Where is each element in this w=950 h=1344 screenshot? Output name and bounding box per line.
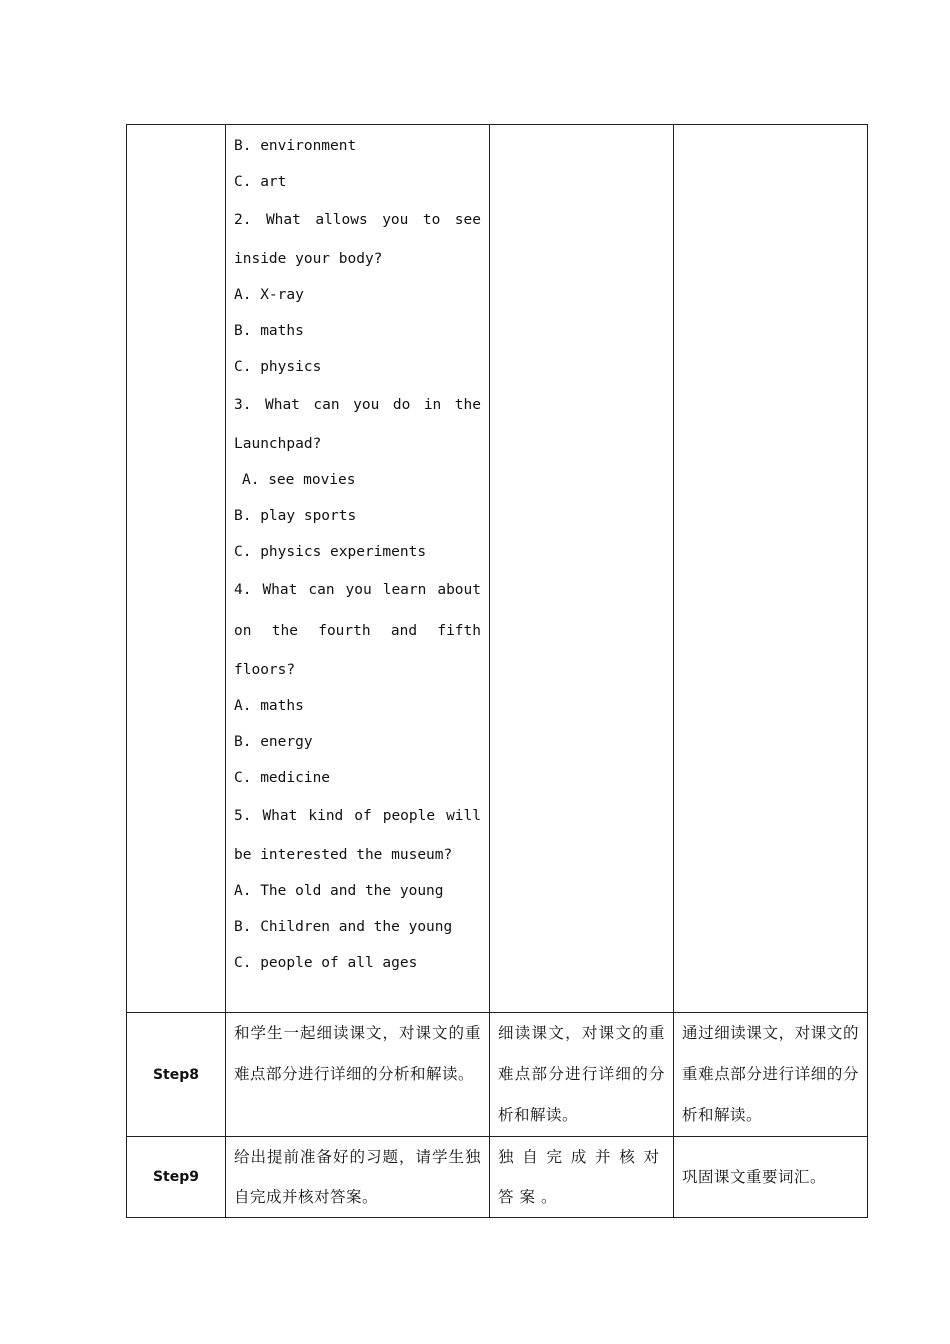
quiz-line: B. energy [234,734,313,750]
step9-row [127,1137,868,1218]
quiz-line: floors? [234,662,296,678]
quiz-line: B. play sports [234,508,357,524]
quiz-line: 5. What kind of people will [234,808,481,824]
step8-label: Step8 [127,1013,226,1137]
lesson-plan-table [126,124,868,1218]
step9-teacher-activity: 给出提前准备好的习题，请学生独自完成并核对答案。 [226,1137,490,1218]
quiz-line: A. The old and the young [234,883,444,899]
quiz-questions-cell [226,125,490,1013]
quiz-row [127,125,868,1013]
step8-purpose: 通过细读课文，对课文的重难点部分进行详细的分析和解读。 [674,1013,868,1137]
student-activity-cell-empty [490,125,674,1013]
quiz-line: 2. What allows you to see [234,212,481,228]
quiz-line: B. Children and the young [234,919,453,935]
purpose-cell-empty [674,125,868,1013]
step-cell-empty [127,125,226,1013]
step9-label: Step9 [127,1137,226,1218]
quiz-line: Launchpad? [234,436,322,452]
quiz-line: A. X-ray [234,287,304,303]
quiz-line: 3. What can you do in the [234,397,481,413]
step8-teacher-activity: 和学生一起细读课文，对课文的重难点部分进行详细的分析和解读。 [226,1013,490,1137]
quiz-line: A. see movies [242,472,356,488]
quiz-line: B. maths [234,323,304,339]
step9-student-activity: 独自完成并核对答案。 [490,1137,674,1218]
step8-row [127,1013,868,1137]
quiz-line: C. medicine [234,770,331,786]
step8-student-activity: 细读课文，对课文的重难点部分进行详细的分析和解读。 [490,1013,674,1137]
quiz-line: be interested the museum? [234,847,453,863]
quiz-lines [234,128,481,981]
step9-purpose: 巩固课文重要词汇。 [674,1137,868,1218]
quiz-line: B. environment [234,138,357,154]
quiz-line: C. physics experiments [234,544,427,560]
quiz-line: inside your body? [234,251,383,267]
quiz-line: C. physics [234,359,322,375]
quiz-line: 4. What can you learn about [234,582,481,598]
quiz-line: A. maths [234,698,304,714]
quiz-line: C. people of all ages [234,955,418,971]
quiz-line: on the fourth and fifth [234,623,481,639]
quiz-line: C. art [234,174,287,190]
